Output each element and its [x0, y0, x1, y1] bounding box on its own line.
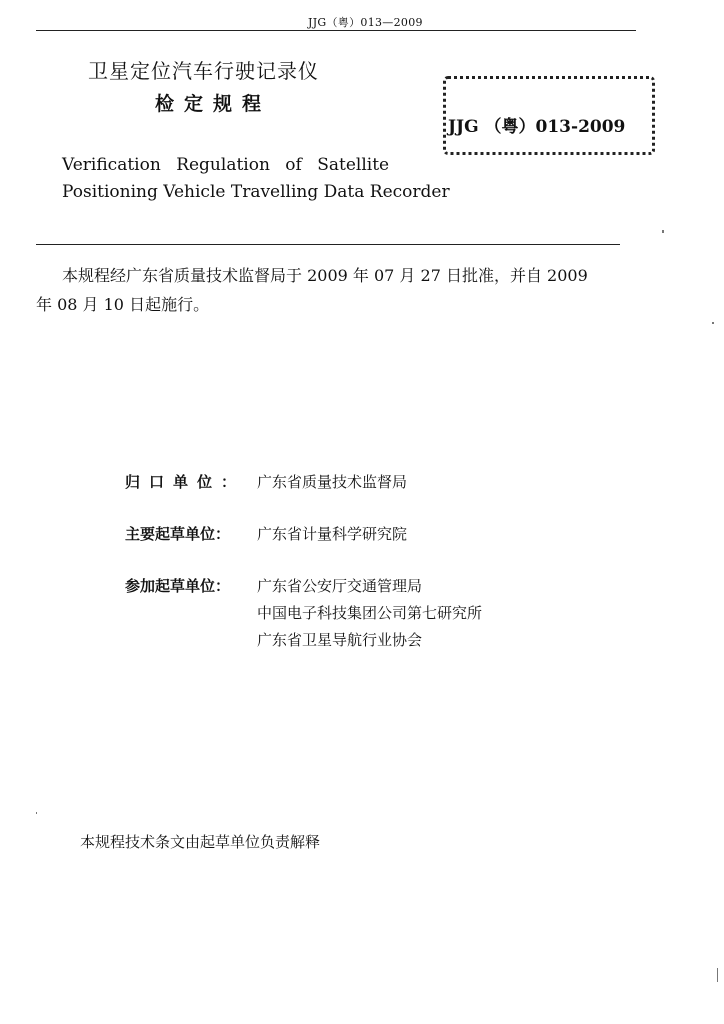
- running-header: JJG（粤）013—2009: [308, 16, 423, 29]
- header-rule: [36, 30, 636, 31]
- scan-speck: [662, 230, 664, 233]
- participating-drafter-item: 广东省公安厅交通管理局: [257, 577, 423, 595]
- regulation-code: JJG （粤）013-2009: [448, 117, 626, 137]
- main-drafter-label: 主要起草单位：: [125, 525, 231, 543]
- scan-speck: [712, 322, 714, 324]
- responsible-unit-value: 广东省质量技术监督局: [257, 473, 408, 491]
- document-subtitle-zh: 检定规程: [155, 93, 272, 115]
- section-divider: [36, 244, 620, 245]
- participating-drafter-item: 广东省卫星导航行业协会: [257, 631, 423, 649]
- main-drafter-value: 广东省计量科学研究院: [257, 525, 408, 543]
- approval-statement-line1: 本规程经广东省质量技术监督局于 2009 年 07 月 27 日批准，并自 2009: [62, 266, 588, 285]
- document-title-zh: 卫星定位汽车行驶记录仪: [88, 59, 319, 83]
- approval-statement-line2: 年 08 月 10 日起施行。: [36, 295, 210, 314]
- scan-speck: [717, 968, 718, 982]
- document-title-en-line2: Positioning Vehicle Travelling Data Recorder: [62, 182, 450, 202]
- document-title-en-line1: Verification Regulation of Satellite: [62, 155, 390, 175]
- scan-speck: [36, 812, 37, 814]
- responsible-unit-label: 归口单位：: [125, 473, 246, 491]
- interpretation-note: 本规程技术条文由起草单位负责解释: [80, 833, 321, 851]
- participating-drafters-label: 参加起草单位：: [125, 577, 231, 595]
- participating-drafter-item: 中国电子科技集团公司第七研究所: [257, 604, 483, 622]
